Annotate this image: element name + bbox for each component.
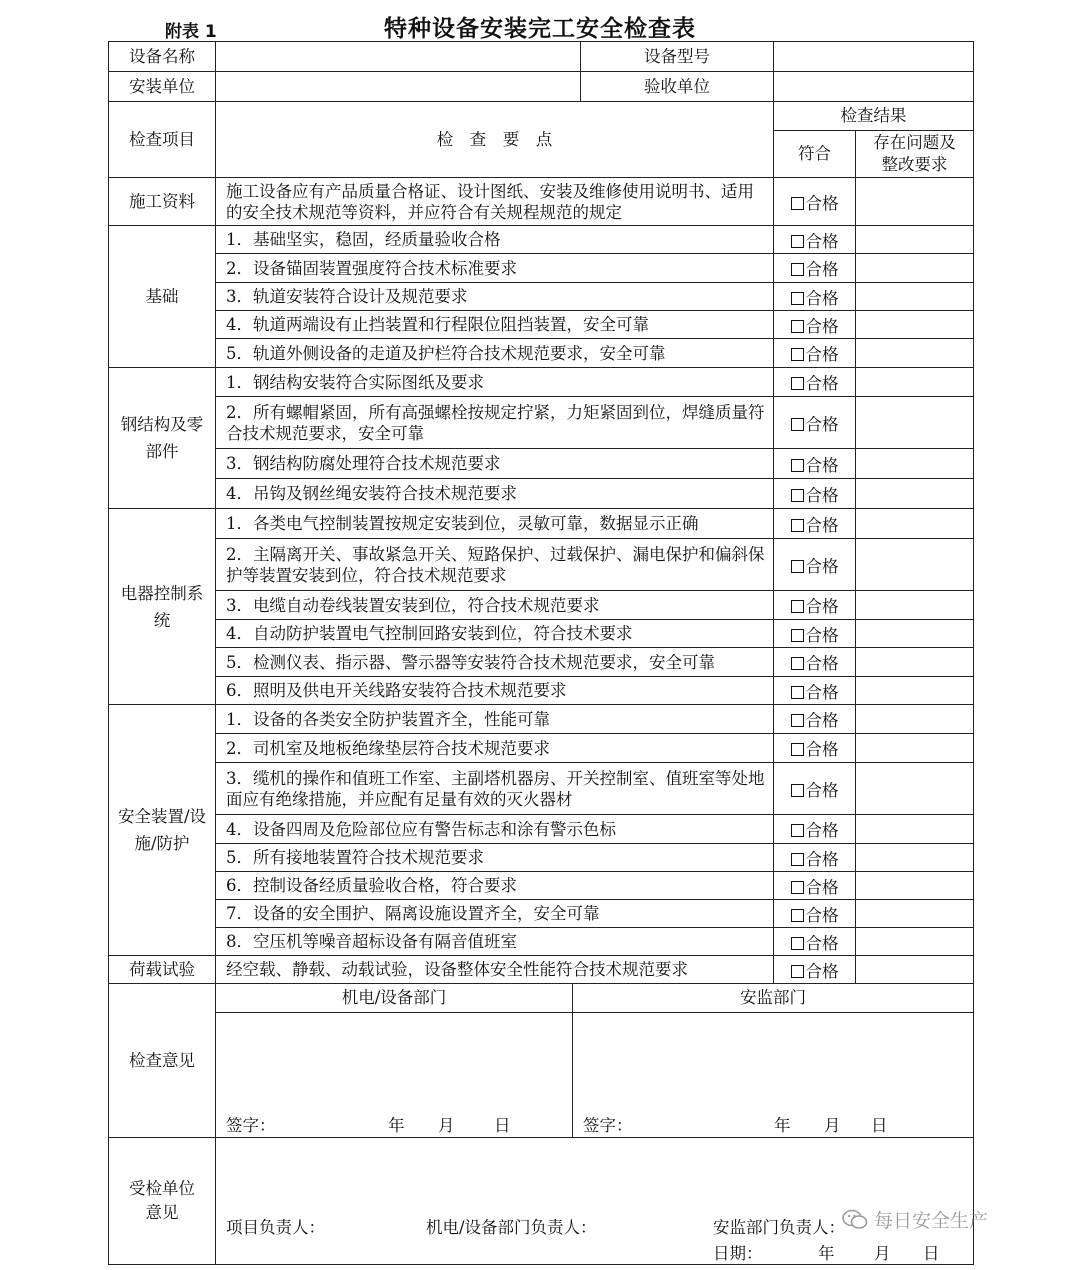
conform-checkbox[interactable]	[774, 648, 856, 677]
check-row	[109, 226, 974, 254]
wechat-icon	[842, 1209, 868, 1231]
conform-checkbox[interactable]	[774, 956, 856, 984]
mech-lead-label: 机电/设备部门负责人：	[426, 1218, 597, 1237]
check-row	[109, 397, 974, 449]
col-result-header: 检查结果	[774, 102, 974, 131]
check-row	[109, 705, 974, 734]
check-point: 3．轨道安装符合设计及规范要求	[216, 283, 774, 311]
conform-checkbox[interactable]	[774, 449, 856, 479]
checkbox-label: 合格	[805, 374, 839, 393]
check-point: 2．所有螺帽紧固，所有高强螺栓按规定拧紧，力矩紧固到位，焊缝质量符合技术规范要求，安全可靠	[216, 397, 774, 449]
check-point: 1．钢结构安装符合实际图纸及要求	[216, 368, 774, 397]
dept1-block[interactable]	[216, 984, 572, 1138]
checkbox-label: 合格	[805, 193, 839, 213]
check-row	[109, 648, 974, 677]
checkbox-label: 合格	[805, 231, 839, 251]
col-points-header: 检 查 要 点	[216, 102, 774, 178]
check-point: 5．检测仪表、指示器、警示器等安装符合技术规范要求，安全可靠	[216, 648, 774, 677]
acceptance-row	[109, 1138, 974, 1265]
checkbox-label: 合格	[805, 485, 839, 505]
checkbox-square-icon[interactable]	[791, 853, 804, 866]
conform-checkbox[interactable]	[774, 178, 856, 226]
check-point: 8．空压机等噪音超标设备有隔音值班室	[216, 928, 774, 956]
checkbox-label: 合格	[805, 711, 839, 730]
dept1-sign-label: 签字：	[226, 1116, 276, 1135]
check-point: 5．所有接地装置符合技术规范要求	[216, 844, 774, 872]
check-row	[109, 620, 974, 648]
acceptance-year: 年	[818, 1244, 835, 1263]
equipment-model-field[interactable]	[774, 42, 974, 72]
info-row-2	[109, 72, 974, 102]
conform-checkbox[interactable]	[774, 677, 856, 705]
opinion-row	[109, 984, 974, 1138]
issue-field[interactable]	[856, 449, 974, 479]
conform-checkbox[interactable]	[774, 591, 856, 620]
checkbox-label: 合格	[805, 740, 839, 759]
checkbox-square-icon[interactable]	[791, 459, 804, 472]
checkbox-label: 合格	[805, 654, 839, 673]
checkbox-label: 合格	[805, 849, 839, 869]
checkbox-square-icon[interactable]	[791, 235, 804, 248]
checkbox-label: 合格	[805, 288, 839, 308]
checkbox-label: 合格	[805, 961, 839, 981]
issue-field[interactable]	[856, 677, 974, 705]
issue-field[interactable]	[856, 648, 974, 677]
checkbox-square-icon[interactable]	[791, 292, 804, 305]
checkbox-square-icon[interactable]	[791, 600, 804, 613]
checkbox-square-icon[interactable]	[791, 784, 804, 797]
check-row	[109, 872, 974, 900]
check-point: 1．设备的各类安全防护装置齐全，性能可靠	[216, 705, 774, 734]
dept2-day: 日	[871, 1116, 888, 1135]
conform-checkbox[interactable]	[774, 705, 856, 734]
check-point: 4．吊钩及钢丝绳安装符合技术规范要求	[216, 479, 774, 509]
check-row	[109, 509, 974, 539]
dept1-year: 年	[388, 1116, 405, 1135]
dept1-header: 机电/设备部门	[216, 984, 572, 1013]
check-row	[109, 539, 974, 591]
watermark-text: 每日安全生产	[874, 1210, 989, 1232]
acceptance-area[interactable]	[216, 1138, 974, 1265]
issue-field[interactable]	[856, 368, 974, 397]
group-label: 电器控制系统	[109, 509, 216, 705]
checkbox-square-icon[interactable]	[791, 657, 804, 670]
check-point: 施工设备应有产品质量合格证、设计图纸、安装及维修使用说明书、适用的安全技术规范等资料，并应符合有关规程规范的规定	[216, 178, 774, 226]
checkbox-square-icon[interactable]	[791, 629, 804, 642]
group-label: 钢结构及零部件	[109, 368, 216, 509]
check-point: 6．控制设备经质量验收合格，符合要求	[216, 872, 774, 900]
equipment-name-label: 设备名称	[109, 42, 216, 72]
checkbox-square-icon[interactable]	[791, 263, 804, 276]
issue-field[interactable]	[856, 339, 974, 368]
dept2-block[interactable]	[573, 984, 973, 1138]
check-point: 3．电缆自动卷线装置安装到位，符合技术规范要求	[216, 591, 774, 620]
issue-field[interactable]	[856, 956, 974, 984]
check-row	[109, 254, 974, 283]
dept2-month: 月	[824, 1116, 841, 1135]
checkbox-square-icon[interactable]	[791, 320, 804, 333]
checkbox-label: 合格	[805, 316, 839, 336]
checkbox-label: 合格	[805, 933, 839, 953]
check-point: 1．基础坚实，稳固，经质量验收合格	[216, 226, 774, 254]
project-lead-label: 项目负责人：	[226, 1218, 325, 1237]
install-unit-label: 安装单位	[109, 72, 216, 102]
check-point: 2．主隔离开关、事故紧急开关、短路保护、过载保护、漏电保护和偏斜保护等装置安装到位，符合技术规范要求	[216, 539, 774, 591]
accept-unit-label: 验收单位	[581, 72, 774, 102]
conform-checkbox[interactable]	[774, 368, 856, 397]
equipment-model-label: 设备型号	[581, 42, 774, 72]
col-issues-header	[856, 131, 974, 178]
check-row	[109, 956, 974, 984]
checkbox-square-icon[interactable]	[791, 348, 804, 361]
check-point: 3．缆机的操作和值班工作室、主副塔机器房、开关控制室、值班室等处地面应有绝缘措施，并应配有足量有效的灭火器材	[216, 763, 774, 815]
checkbox-label: 合格	[805, 597, 839, 616]
checkbox-square-icon[interactable]	[791, 197, 804, 210]
checkbox-square-icon[interactable]	[791, 965, 804, 978]
acceptance-day: 日	[923, 1244, 940, 1263]
check-point: 2．设备锚固装置强度符合技术标准要求	[216, 254, 774, 283]
header-row-1	[109, 102, 974, 131]
dept1-day: 日	[494, 1116, 511, 1135]
col-item-header: 检查项目	[109, 102, 216, 178]
group-label: 基础	[109, 226, 216, 368]
issue-field[interactable]	[856, 397, 974, 449]
issue-field[interactable]	[856, 815, 974, 844]
conform-checkbox[interactable]	[774, 620, 856, 648]
dept2-year: 年	[774, 1116, 791, 1135]
checkbox-label: 合格	[805, 821, 839, 840]
issue-field[interactable]	[856, 509, 974, 539]
conform-checkbox[interactable]	[774, 397, 856, 449]
check-row	[109, 763, 974, 815]
check-row	[109, 178, 974, 226]
info-row-1	[109, 42, 974, 72]
issue-field[interactable]	[856, 539, 974, 591]
issue-field[interactable]	[856, 900, 974, 928]
issue-field[interactable]	[856, 844, 974, 872]
checkbox-label: 合格	[805, 414, 839, 434]
checkbox-label: 合格	[805, 260, 839, 279]
date-label: 日期：	[713, 1244, 763, 1263]
check-row	[109, 900, 974, 928]
check-row	[109, 368, 974, 397]
checkbox-label: 合格	[805, 682, 839, 702]
col-conform-header: 符合	[774, 131, 856, 178]
conform-checkbox[interactable]	[774, 844, 856, 872]
issue-field[interactable]	[856, 620, 974, 648]
safety-lead-label: 安监部门负责人：	[713, 1218, 845, 1237]
issue-field[interactable]	[856, 591, 974, 620]
conform-checkbox[interactable]	[774, 254, 856, 283]
checkbox-label: 合格	[805, 515, 839, 535]
dept2-header: 安监部门	[573, 984, 973, 1013]
checkbox-square-icon[interactable]	[791, 560, 804, 573]
check-point: 5．轨道外侧设备的走道及护栏符合技术规范要求，安全可靠	[216, 339, 774, 368]
dept1-month: 月	[438, 1116, 455, 1135]
check-row	[109, 591, 974, 620]
check-row	[109, 311, 974, 339]
check-point: 6．照明及供电开关线路安装符合技术规范要求	[216, 677, 774, 705]
check-point: 经空载、静载、动载试验，设备整体安全性能符合技术规范要求	[216, 956, 774, 984]
check-row	[109, 283, 974, 311]
conform-checkbox[interactable]	[774, 283, 856, 311]
checkbox-label: 合格	[805, 345, 839, 364]
conform-checkbox[interactable]	[774, 539, 856, 591]
check-point: 1．各类电气控制装置按规定安装到位，灵敏可靠，数据显示正确	[216, 509, 774, 539]
conform-checkbox[interactable]	[774, 339, 856, 368]
issue-field[interactable]	[856, 928, 974, 956]
accept-unit-field[interactable]	[774, 72, 974, 102]
equipment-name-field[interactable]	[216, 42, 581, 72]
checkbox-square-icon[interactable]	[791, 881, 804, 894]
conform-checkbox[interactable]	[774, 226, 856, 254]
group-label: 施工资料	[109, 178, 216, 226]
dept2-sign-label: 签字：	[583, 1116, 633, 1135]
check-row	[109, 479, 974, 509]
checkbox-square-icon[interactable]	[791, 909, 804, 922]
conform-checkbox[interactable]	[774, 734, 856, 763]
issue-field[interactable]	[856, 254, 974, 283]
issues-header-line2: 整改要求	[881, 155, 948, 174]
issue-field[interactable]	[856, 283, 974, 311]
group-label: 荷载试验	[109, 956, 216, 984]
opinion-label: 检查意见	[109, 984, 216, 1138]
check-point: 3．钢结构防腐处理符合技术规范要求	[216, 449, 774, 479]
checkbox-label: 合格	[805, 905, 839, 925]
acceptance-label-line2: 意见	[145, 1203, 179, 1222]
conform-checkbox[interactable]	[774, 311, 856, 339]
checkbox-label: 合格	[805, 877, 839, 897]
issue-field[interactable]	[856, 763, 974, 815]
group-label: 安全装置/设施/防护	[109, 705, 216, 956]
issue-field[interactable]	[856, 226, 974, 254]
checkbox-square-icon[interactable]	[791, 937, 804, 950]
checkbox-square-icon[interactable]	[791, 377, 804, 390]
watermark	[842, 1206, 988, 1233]
check-row	[109, 928, 974, 956]
check-point: 7．设备的安全围护、隔离设施设置齐全，安全可靠	[216, 900, 774, 928]
issue-field[interactable]	[856, 734, 974, 763]
check-point: 2．司机室及地板绝缘垫层符合技术规范要求	[216, 734, 774, 763]
issues-header-line1: 存在问题及	[873, 133, 956, 152]
appendix-label: 附表 1	[165, 22, 217, 42]
check-row	[109, 677, 974, 705]
checkbox-square-icon[interactable]	[791, 743, 804, 756]
conform-checkbox[interactable]	[774, 479, 856, 509]
issue-field[interactable]	[856, 479, 974, 509]
checkbox-label: 合格	[805, 455, 839, 475]
checkbox-label: 合格	[805, 780, 839, 800]
conform-checkbox[interactable]	[774, 509, 856, 539]
checkbox-square-icon[interactable]	[791, 686, 804, 699]
conform-checkbox[interactable]	[774, 872, 856, 900]
check-point: 4．自动防护装置电气控制回路安装到位，符合技术要求	[216, 620, 774, 648]
conform-checkbox[interactable]	[774, 928, 856, 956]
install-unit-field[interactable]	[216, 72, 581, 102]
checkbox-square-icon[interactable]	[791, 418, 804, 431]
checkbox-square-icon[interactable]	[791, 489, 804, 502]
check-point: 4．设备四周及危险部位应有警告标志和涂有警示色标	[216, 815, 774, 844]
issue-field[interactable]	[856, 311, 974, 339]
checkbox-square-icon[interactable]	[791, 824, 804, 837]
acceptance-label	[109, 1138, 216, 1265]
inspection-table	[108, 41, 974, 1265]
checkbox-label: 合格	[805, 625, 839, 645]
acceptance-month: 月	[874, 1244, 891, 1263]
opinion-area	[216, 984, 974, 1138]
conform-checkbox[interactable]	[774, 763, 856, 815]
check-row	[109, 734, 974, 763]
issue-field[interactable]	[856, 178, 974, 226]
issue-field[interactable]	[856, 705, 974, 734]
check-row	[109, 815, 974, 844]
check-row	[109, 339, 974, 368]
checkbox-label: 合格	[805, 556, 839, 576]
page-title: 特种设备安装完工安全检查表	[384, 16, 696, 42]
check-row	[109, 844, 974, 872]
issue-field[interactable]	[856, 872, 974, 900]
conform-checkbox[interactable]	[774, 900, 856, 928]
checkbox-square-icon[interactable]	[791, 714, 804, 727]
conform-checkbox[interactable]	[774, 815, 856, 844]
acceptance-label-line1: 受检单位	[129, 1179, 195, 1198]
checkbox-square-icon[interactable]	[791, 519, 804, 532]
check-point: 4．轨道两端设有止挡装置和行程限位阻挡装置，安全可靠	[216, 311, 774, 339]
check-row	[109, 449, 974, 479]
